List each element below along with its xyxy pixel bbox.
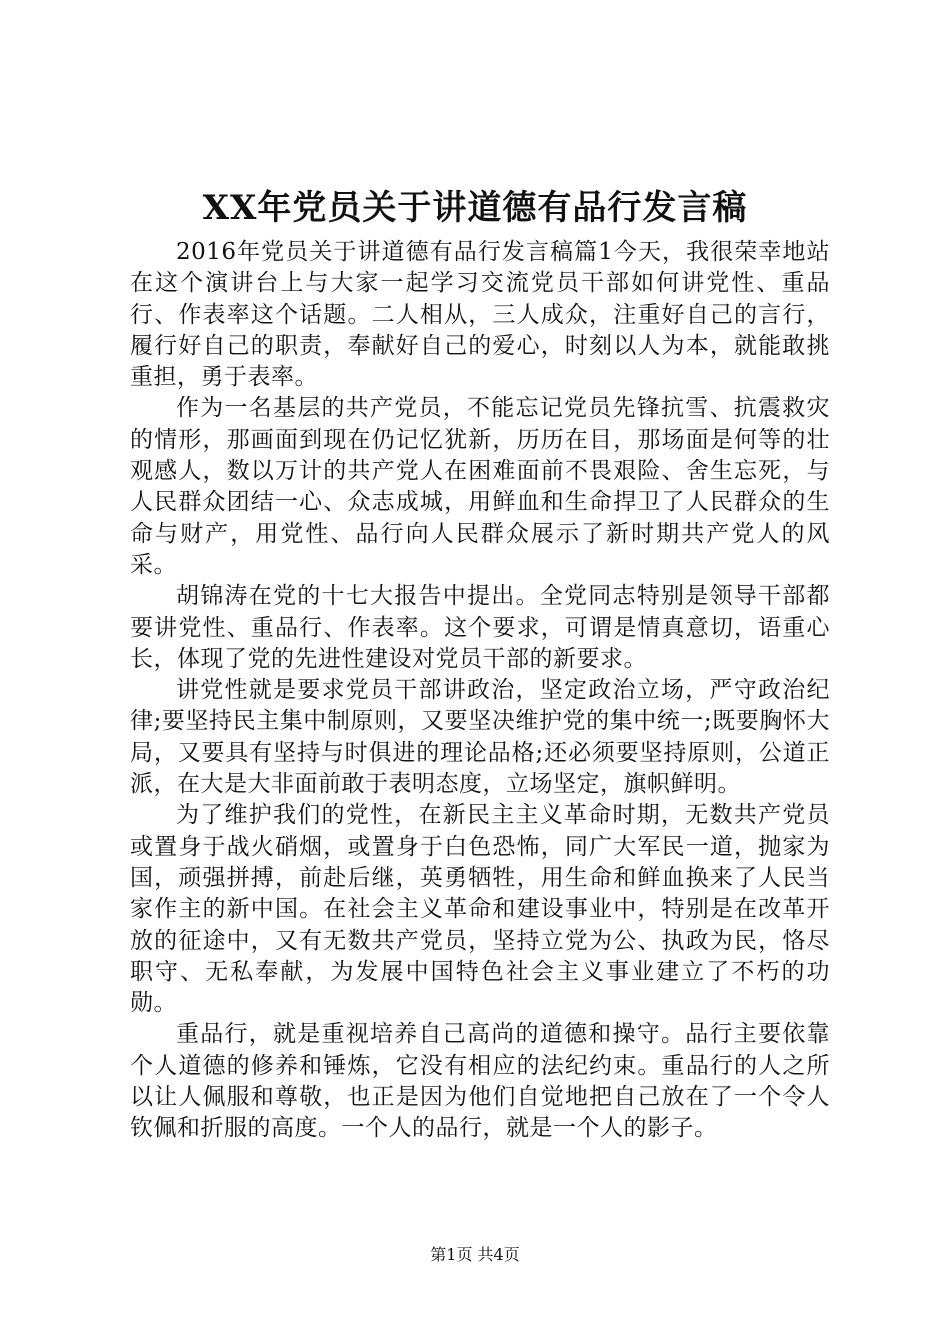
- paragraph-3: 胡锦涛在党的十七大报告中提出。全党同志特别是领导干部都要讲党性、重品行、作表率。这个要求，可谓是情真意切，语重心长，体现了党的先进性建设对党员干部的新要求。: [130, 583, 830, 672]
- page-number-footer: 第1页 共4页: [430, 1245, 520, 1264]
- paragraph-6: 重品行，就是重视培养自己高尚的道德和操守。品行主要依靠个人道德的修养和锤炼，它没有相应的法纪约束。重品行的人之所以让人佩服和尊敬，也正是因为他们自觉地把自己放在了一个令人钦佩和折服的高度。一个人的品行，就是一个人的影子。: [130, 1021, 830, 1142]
- paragraph-2: 作为一名基层的共产党员，不能忘记党员先锋抗雪、抗震救灾的情形，那画面到现在仍记忆犹新，历历在目，那场面是何等的壮观感人，数以万计的共产党人在困难面前不畏艰险、舍生忘死，与人民群众团结一心、众志成城，用鲜血和生命捍卫了人民群众的生命与财产，用党性、品行向人民群众展示了新时期共产党人的风采。: [130, 395, 830, 578]
- document-body: [130, 237, 830, 1145]
- paragraph-1: 2016年党员关于讲道德有品行发言稿篇1今天，我很荣幸地站在这个演讲台上与大家一起学习交流党员干部如何讲党性、重品行、作表率这个话题。二人相从，三人成众，注重好自己的言行，履行好自己的职责，奉献好自己的爱心，时刻以人为本，就能敢挑重担，勇于表率。: [130, 239, 830, 391]
- document-title: XX年党员关于讲道德有品行发言稿: [202, 188, 748, 228]
- paragraph-4: 讲党性就是要求党员干部讲政治，坚定政治立场，严守政治纪律;要坚持民主集中制原则，又要坚决维护党的集中统一;既要胸怀大局，又要具有坚持与时俱进的理论品格;还必须要坚持原则，公道正派，在大是大非面前敢于表明态度，立场坚定，旗帜鲜明。: [130, 677, 830, 798]
- paragraph-5: 为了维护我们的党性，在新民主主义革命时期，无数共产党员或置身于战火硝烟，或置身于白色恐怖，同广大军民一道，抛家为国，顽强拼搏，前赴后继，英勇牺牲，用生命和鲜血换来了人民当家作主的新中国。在社会主义革命和建设事业中，特别是在改革开放的征途中，又有无数共产党员，坚持立党为公、执政为民，恪尽职守、无私奉献，为发展中国特色社会主义事业建立了不朽的功勋。: [130, 802, 830, 1017]
